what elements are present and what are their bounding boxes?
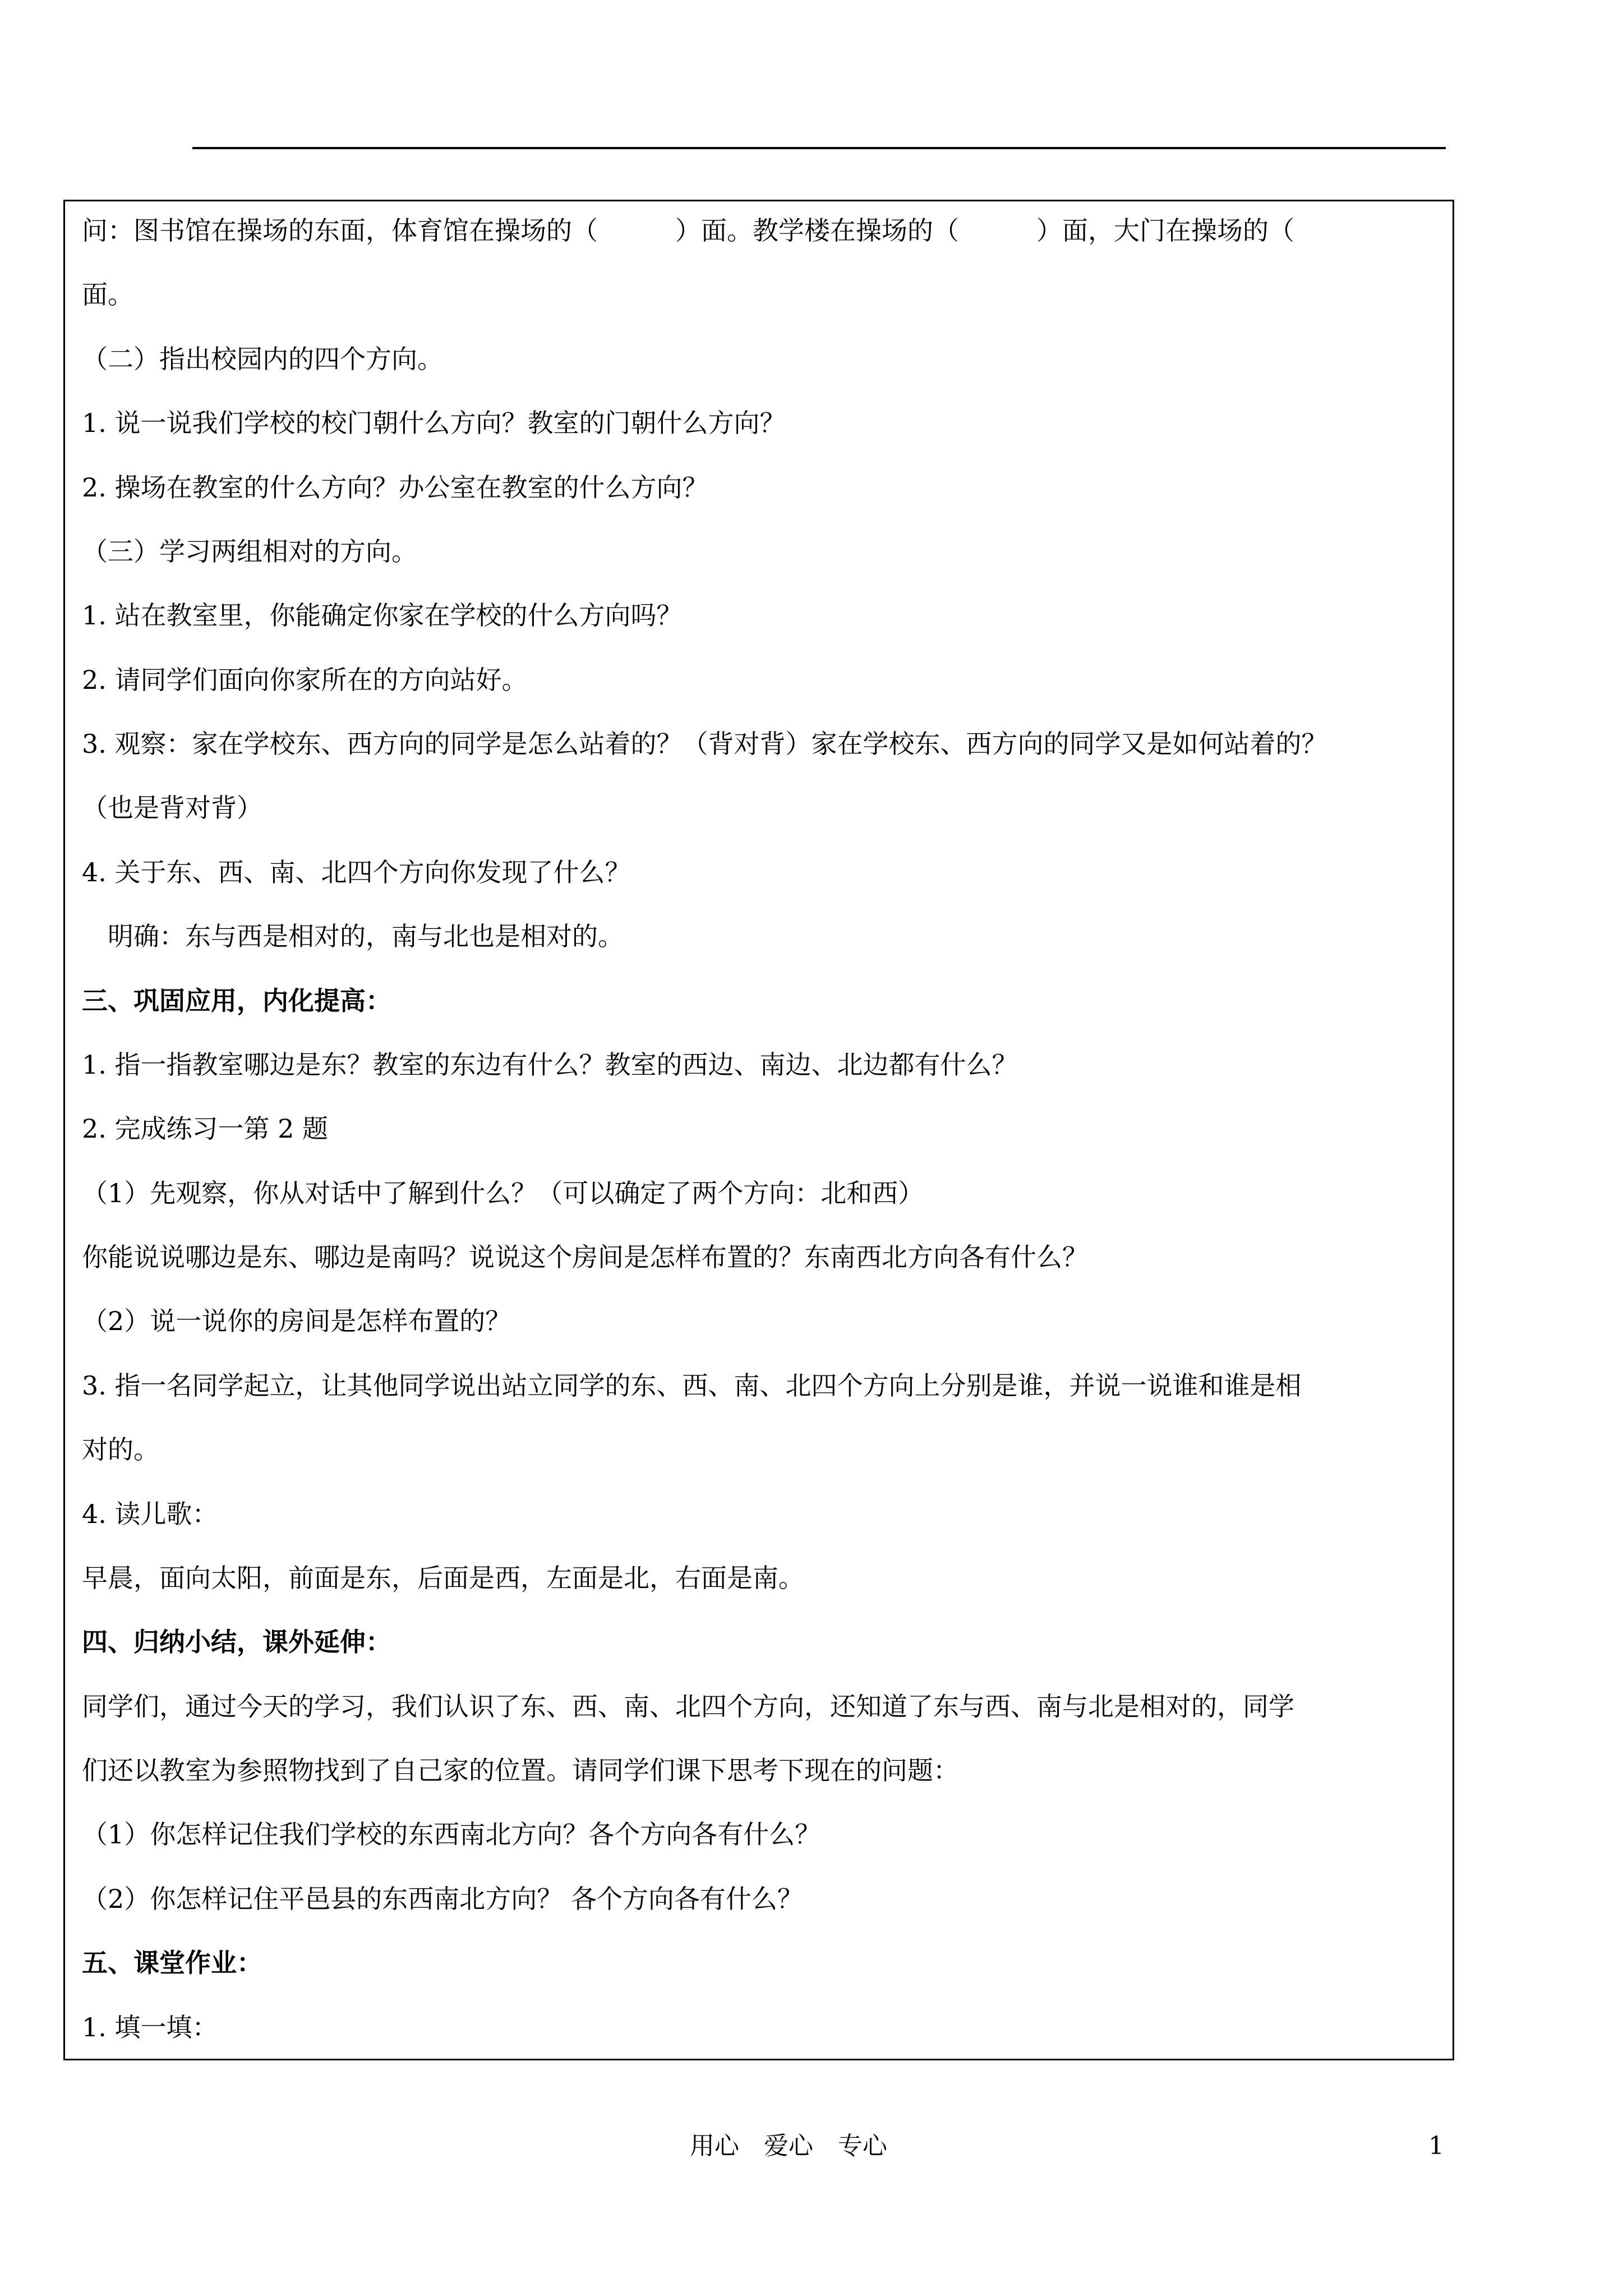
subsection-heading: （二）指出校园内的四个方向。: [82, 344, 443, 374]
list-item: 1. 填一填：: [82, 2012, 218, 2042]
subsection-heading: （三）学习两组相对的方向。: [82, 536, 417, 567]
footer-motto: 用心 爱心 专心: [690, 2132, 887, 2160]
list-item: 2. 操场在教室的什么方向？办公室在教室的什么方向？: [82, 472, 708, 503]
sub-item: （2）说一说你的房间是怎样布置的？: [82, 1306, 511, 1336]
paragraph-line: 们还以教室为参照物找到了自己家的位置。请同学们课下思考下现在的问题：: [82, 1755, 959, 1786]
list-item: 4. 关于东、西、南、北四个方向你发现了什么？: [82, 857, 631, 887]
list-item: 3. 观察：家在学校东、西方向的同学是怎么站着的？（背对背）家在学校东、西方向的同学又是如何站着的？: [82, 729, 1327, 759]
list-item: 2. 请同学们面向你家所在的方向站好。: [82, 665, 528, 695]
list-item: 3. 指一名同学起立，让其他同学说出站立同学的东、西、南、北四个方向上分别是谁，并说一说谁和谁是相: [82, 1370, 1302, 1401]
list-item: 1. 指一指教室哪边是东？教室的东边有什么？教室的西边、南边、北边都有什么？: [82, 1050, 1018, 1080]
list-item: 2. 完成练习一第 2 题: [82, 1114, 329, 1144]
sub-item: （2）你怎样记住平邑县的东西南北方向？ 各个方向各有什么？: [82, 1884, 803, 1914]
paragraph-line: 你能说说哪边是东、哪边是南吗？说说这个房间是怎样布置的？东南西北方向各有什么？: [82, 1242, 1088, 1272]
list-item: 1. 说一说我们学校的校门朝什么方向？教室的门朝什么方向？: [82, 408, 786, 438]
page-number: 1: [1428, 2132, 1444, 2160]
section-heading: 三、巩固应用，内化提高：: [82, 986, 391, 1016]
section-heading: 四、归纳小结，课外延伸：: [82, 1627, 391, 1657]
question-line-continued: 面。: [82, 279, 133, 310]
clarification-line: 明确：东与西是相对的，南与北也是相对的。: [82, 921, 624, 951]
list-item-continued: （也是背对背）: [82, 793, 262, 823]
list-item: 1. 站在教室里，你能确定你家在学校的什么方向吗？: [82, 600, 683, 631]
sub-item: （1）你怎样记住我们学校的东西南北方向？各个方向各有什么？: [82, 1819, 821, 1849]
header-rule: [192, 147, 1446, 149]
paragraph-line: 同学们，通过今天的学习，我们认识了东、西、南、北四个方向，还知道了东与西、南与北是相对的，同学: [82, 1691, 1294, 1722]
sub-item: （1）先观察，你从对话中了解到什么？（可以确定了两个方向：北和西）: [82, 1178, 924, 1208]
list-item-continued: 对的。: [82, 1434, 159, 1465]
section-heading: 五、课堂作业：: [82, 1948, 262, 1978]
question-line: 问：图书馆在操场的东面，体育馆在操场的（ ）面。教学楼在操场的（ ）面，大门在操场的（: [82, 215, 1294, 246]
list-item: 4. 读儿歌：: [82, 1499, 218, 1529]
rhyme-line: 早晨，面向太阳，前面是东，后面是西，左面是北，右面是南。: [82, 1563, 804, 1593]
